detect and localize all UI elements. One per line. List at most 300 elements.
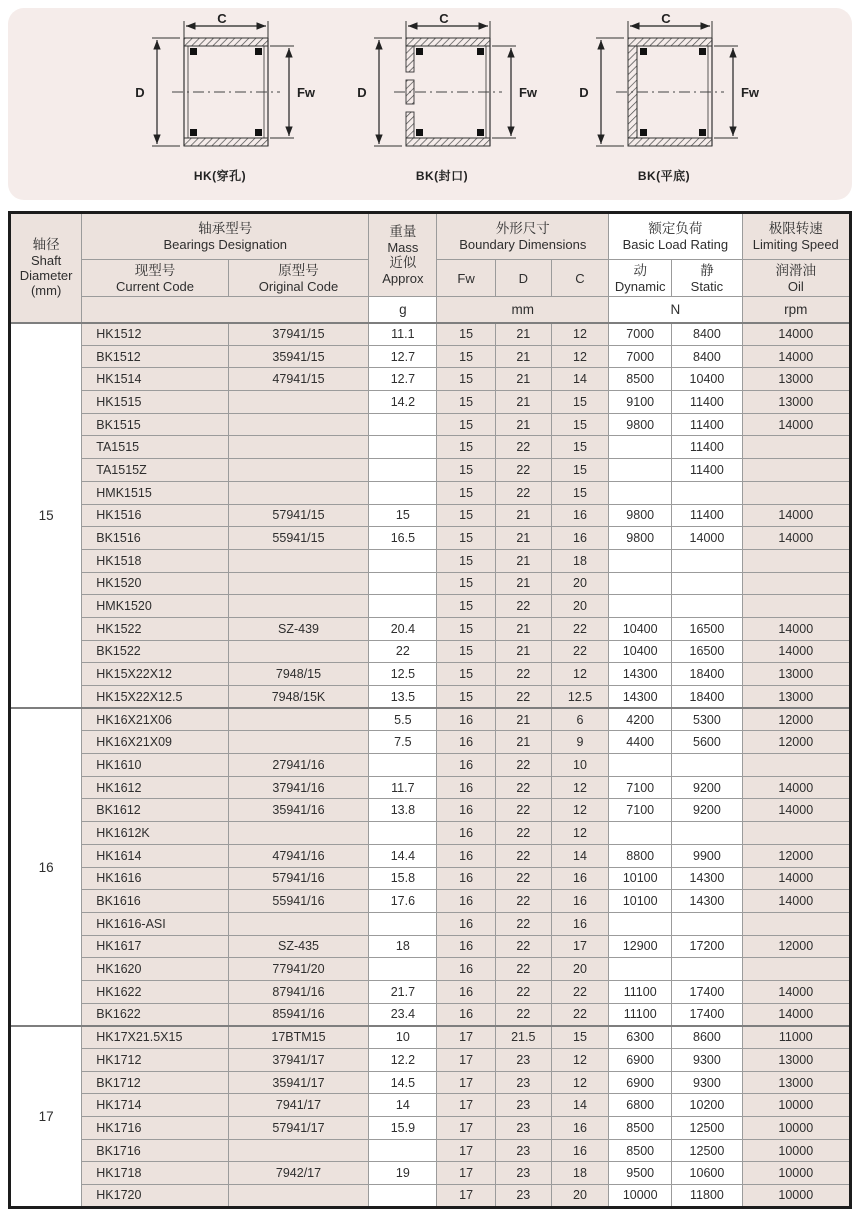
cell-mass: 14.4 bbox=[369, 844, 437, 867]
cell-static-load bbox=[672, 822, 742, 845]
cell-oil-speed: 14000 bbox=[742, 980, 850, 1003]
cell-oil-speed bbox=[742, 958, 850, 981]
cell-dynamic-load bbox=[609, 595, 672, 618]
cell-fw: 17 bbox=[437, 1117, 495, 1140]
cell-oil-speed bbox=[742, 822, 850, 845]
table-row bbox=[10, 345, 851, 368]
cell-fw: 15 bbox=[437, 617, 495, 640]
dim-label-fw: Fw bbox=[740, 85, 760, 100]
cell-original-code bbox=[228, 572, 369, 595]
cell-mass: 22 bbox=[369, 640, 437, 663]
cell-original-code bbox=[228, 912, 369, 935]
cell-current-code: HK1614 bbox=[82, 844, 229, 867]
cell-c: 22 bbox=[551, 617, 608, 640]
cell-original-code bbox=[228, 549, 369, 572]
diagram-label-bk-flat: BK(平底) bbox=[637, 169, 691, 183]
cell-d: 21 bbox=[495, 504, 551, 527]
cell-c: 15 bbox=[551, 436, 608, 459]
cell-fw: 16 bbox=[437, 708, 495, 731]
cell-original-code: 77941/20 bbox=[228, 958, 369, 981]
cell-static-load: 10400 bbox=[672, 368, 742, 391]
cell-fw: 16 bbox=[437, 912, 495, 935]
cell-d: 22 bbox=[495, 459, 551, 482]
cell-d: 21 bbox=[495, 572, 551, 595]
cell-fw: 15 bbox=[437, 391, 495, 414]
dim-label-fw: Fw bbox=[518, 85, 538, 100]
cell-d: 23 bbox=[495, 1139, 551, 1162]
cell-c: 12 bbox=[551, 1071, 608, 1094]
cell-oil-speed bbox=[742, 459, 850, 482]
cell-d: 22 bbox=[495, 436, 551, 459]
cell-current-code: BK1515 bbox=[82, 413, 229, 436]
cell-c: 9 bbox=[551, 731, 608, 754]
cell-current-code: HK1514 bbox=[82, 368, 229, 391]
cell-mass bbox=[369, 912, 437, 935]
cell-oil-speed: 14000 bbox=[742, 617, 850, 640]
cell-d: 21 bbox=[495, 345, 551, 368]
cell-original-code: 57941/15 bbox=[228, 504, 369, 527]
cell-d: 22 bbox=[495, 822, 551, 845]
cell-d: 22 bbox=[495, 754, 551, 777]
cell-dynamic-load bbox=[609, 822, 672, 845]
table-row bbox=[10, 572, 851, 595]
table-row bbox=[10, 549, 851, 572]
cell-dynamic-load: 10400 bbox=[609, 640, 672, 663]
cell-fw: 15 bbox=[437, 323, 495, 346]
cell-d: 23 bbox=[495, 1162, 551, 1185]
cell-c: 16 bbox=[551, 504, 608, 527]
cell-current-code: HK1616-ASI bbox=[82, 912, 229, 935]
cell-fw: 16 bbox=[437, 1003, 495, 1026]
cell-fw: 17 bbox=[437, 1185, 495, 1208]
cell-c: 14 bbox=[551, 368, 608, 391]
table-body bbox=[10, 323, 851, 1208]
cell-original-code: 55941/16 bbox=[228, 890, 369, 913]
cell-mass: 12.2 bbox=[369, 1049, 437, 1072]
cell-static-load: 16500 bbox=[672, 617, 742, 640]
cell-fw: 15 bbox=[437, 595, 495, 618]
cell-current-code: HK1620 bbox=[82, 958, 229, 981]
cell-fw: 16 bbox=[437, 731, 495, 754]
cell-mass: 14 bbox=[369, 1094, 437, 1117]
cell-original-code: 7948/15 bbox=[228, 663, 369, 686]
cell-current-code: HK1714 bbox=[82, 1094, 229, 1117]
header-shaft-diameter: 轴径 Shaft Diameter (mm) bbox=[10, 213, 82, 323]
cell-static-load: 9300 bbox=[672, 1049, 742, 1072]
cell-dynamic-load bbox=[609, 912, 672, 935]
cell-current-code: HK1716 bbox=[82, 1117, 229, 1140]
cell-c: 16 bbox=[551, 1117, 608, 1140]
cell-c: 12 bbox=[551, 1049, 608, 1072]
cell-oil-speed: 13000 bbox=[742, 391, 850, 414]
table-row bbox=[10, 640, 851, 663]
dim-label-d: D bbox=[579, 85, 589, 100]
cell-static-load: 9200 bbox=[672, 776, 742, 799]
cell-mass bbox=[369, 754, 437, 777]
cell-c: 22 bbox=[551, 640, 608, 663]
cell-dynamic-load bbox=[609, 481, 672, 504]
cell-mass: 12.5 bbox=[369, 663, 437, 686]
table-row bbox=[10, 1139, 851, 1162]
cell-mass: 11.1 bbox=[369, 323, 437, 346]
cell-dynamic-load: 9100 bbox=[609, 391, 672, 414]
cell-dynamic-load bbox=[609, 754, 672, 777]
bearing-cross-section-hk-drawing bbox=[124, 14, 316, 166]
cell-fw: 15 bbox=[437, 527, 495, 550]
table-row bbox=[10, 1049, 851, 1072]
cell-c: 15 bbox=[551, 413, 608, 436]
cell-c: 12.5 bbox=[551, 686, 608, 709]
cell-original-code bbox=[228, 1139, 369, 1162]
cell-current-code: BK1522 bbox=[82, 640, 229, 663]
cell-oil-speed: 11000 bbox=[742, 1026, 850, 1049]
cell-mass: 20.4 bbox=[369, 617, 437, 640]
cell-mass: 14.2 bbox=[369, 391, 437, 414]
cell-static-load: 14300 bbox=[672, 867, 742, 890]
cell-current-code: HK15X22X12.5 bbox=[82, 686, 229, 709]
cell-original-code: 17BTM15 bbox=[228, 1026, 369, 1049]
table-row bbox=[10, 459, 851, 482]
cell-dynamic-load: 10100 bbox=[609, 867, 672, 890]
cell-static-load bbox=[672, 549, 742, 572]
cell-mass: 13.8 bbox=[369, 799, 437, 822]
cell-c: 22 bbox=[551, 1003, 608, 1026]
cell-static-load: 17400 bbox=[672, 980, 742, 1003]
table-row bbox=[10, 1185, 851, 1208]
cell-mass: 16.5 bbox=[369, 527, 437, 550]
cell-c: 22 bbox=[551, 980, 608, 1003]
cell-d: 23 bbox=[495, 1049, 551, 1072]
cell-mass: 15.9 bbox=[369, 1117, 437, 1140]
cell-dynamic-load: 9800 bbox=[609, 504, 672, 527]
table-row bbox=[10, 1026, 851, 1049]
cell-c: 20 bbox=[551, 572, 608, 595]
cell-oil-speed bbox=[742, 912, 850, 935]
cell-static-load: 8400 bbox=[672, 323, 742, 346]
table-row bbox=[10, 527, 851, 550]
cell-current-code: HMK1520 bbox=[82, 595, 229, 618]
cell-dynamic-load: 8800 bbox=[609, 844, 672, 867]
cell-mass: 5.5 bbox=[369, 708, 437, 731]
cell-fw: 15 bbox=[437, 436, 495, 459]
header-limiting-speed: 极限转速 Limiting Speed bbox=[742, 213, 850, 260]
dim-label-c: C bbox=[439, 14, 449, 26]
cell-c: 12 bbox=[551, 822, 608, 845]
table-row bbox=[10, 776, 851, 799]
cell-static-load: 14000 bbox=[672, 527, 742, 550]
header-static: 静 Static bbox=[672, 260, 742, 297]
table-row bbox=[10, 391, 851, 414]
table-row bbox=[10, 323, 851, 346]
cell-d: 23 bbox=[495, 1185, 551, 1208]
cell-oil-speed: 14000 bbox=[742, 413, 850, 436]
cell-original-code bbox=[228, 731, 369, 754]
cell-c: 14 bbox=[551, 1094, 608, 1117]
cell-d: 22 bbox=[495, 890, 551, 913]
cell-c: 14 bbox=[551, 844, 608, 867]
cell-c: 15 bbox=[551, 1026, 608, 1049]
table-row bbox=[10, 867, 851, 890]
cell-dynamic-load: 6800 bbox=[609, 1094, 672, 1117]
cell-d: 21 bbox=[495, 413, 551, 436]
cell-fw: 15 bbox=[437, 572, 495, 595]
cell-oil-speed: 10000 bbox=[742, 1185, 850, 1208]
cell-current-code: HK1720 bbox=[82, 1185, 229, 1208]
cell-c: 15 bbox=[551, 391, 608, 414]
cell-oil-speed: 14000 bbox=[742, 504, 850, 527]
cell-mass bbox=[369, 822, 437, 845]
cell-oil-speed: 14000 bbox=[742, 890, 850, 913]
cell-c: 12 bbox=[551, 799, 608, 822]
cell-d: 21 bbox=[495, 527, 551, 550]
cell-static-load: 11400 bbox=[672, 504, 742, 527]
cell-original-code bbox=[228, 595, 369, 618]
cell-static-load: 11400 bbox=[672, 436, 742, 459]
cell-current-code: HK1518 bbox=[82, 549, 229, 572]
cell-d: 22 bbox=[495, 958, 551, 981]
cell-oil-speed: 14000 bbox=[742, 867, 850, 890]
cell-static-load bbox=[672, 572, 742, 595]
cell-current-code: HK16X21X06 bbox=[82, 708, 229, 731]
cell-mass: 19 bbox=[369, 1162, 437, 1185]
cell-oil-speed bbox=[742, 549, 850, 572]
cell-oil-speed: 14000 bbox=[742, 640, 850, 663]
cell-original-code: 37941/17 bbox=[228, 1049, 369, 1072]
cell-c: 16 bbox=[551, 912, 608, 935]
cell-oil-speed bbox=[742, 572, 850, 595]
dim-label-d: D bbox=[357, 85, 367, 100]
cell-static-load: 12500 bbox=[672, 1117, 742, 1140]
cell-fw: 15 bbox=[437, 345, 495, 368]
cell-oil-speed: 13000 bbox=[742, 1071, 850, 1094]
cell-mass bbox=[369, 481, 437, 504]
cell-dynamic-load bbox=[609, 958, 672, 981]
table-row bbox=[10, 822, 851, 845]
cell-d: 21 bbox=[495, 708, 551, 731]
cell-oil-speed: 14000 bbox=[742, 323, 850, 346]
cell-original-code: 35941/15 bbox=[228, 345, 369, 368]
cell-dynamic-load: 14300 bbox=[609, 663, 672, 686]
cell-dynamic-load bbox=[609, 549, 672, 572]
cell-c: 16 bbox=[551, 867, 608, 890]
cell-original-code: 7948/15K bbox=[228, 686, 369, 709]
cell-dynamic-load: 8500 bbox=[609, 1139, 672, 1162]
cell-fw: 16 bbox=[437, 776, 495, 799]
cell-current-code: HK1610 bbox=[82, 754, 229, 777]
cell-d: 22 bbox=[495, 799, 551, 822]
table-row bbox=[10, 617, 851, 640]
cell-c: 17 bbox=[551, 935, 608, 958]
cell-fw: 15 bbox=[437, 413, 495, 436]
cell-static-load: 10600 bbox=[672, 1162, 742, 1185]
cell-original-code: 87941/16 bbox=[228, 980, 369, 1003]
cell-mass: 7.5 bbox=[369, 731, 437, 754]
cell-d: 22 bbox=[495, 595, 551, 618]
cell-fw: 17 bbox=[437, 1026, 495, 1049]
bearing-spec-table bbox=[8, 211, 852, 1209]
cell-current-code: HK1616 bbox=[82, 867, 229, 890]
cell-d: 21 bbox=[495, 731, 551, 754]
cell-static-load bbox=[672, 595, 742, 618]
cell-oil-speed bbox=[742, 754, 850, 777]
cell-oil-speed: 14000 bbox=[742, 527, 850, 550]
cell-fw: 16 bbox=[437, 935, 495, 958]
cell-original-code: 7941/17 bbox=[228, 1094, 369, 1117]
cell-current-code: BK1712 bbox=[82, 1071, 229, 1094]
cell-mass bbox=[369, 1185, 437, 1208]
table-row bbox=[10, 1071, 851, 1094]
cell-fw: 15 bbox=[437, 504, 495, 527]
cell-d: 22 bbox=[495, 1003, 551, 1026]
cell-current-code: TA1515Z bbox=[82, 459, 229, 482]
cell-static-load: 16500 bbox=[672, 640, 742, 663]
cell-current-code: HK1520 bbox=[82, 572, 229, 595]
cell-d: 21.5 bbox=[495, 1026, 551, 1049]
cell-current-code: BK1516 bbox=[82, 527, 229, 550]
diagram-label-hk: HK(穿孔) bbox=[193, 169, 247, 183]
cell-d: 22 bbox=[495, 776, 551, 799]
cell-original-code bbox=[228, 413, 369, 436]
cell-static-load: 10200 bbox=[672, 1094, 742, 1117]
cell-static-load bbox=[672, 912, 742, 935]
cell-d: 22 bbox=[495, 686, 551, 709]
cell-original-code: 47941/16 bbox=[228, 844, 369, 867]
cell-oil-speed: 13000 bbox=[742, 663, 850, 686]
cell-static-load: 12500 bbox=[672, 1139, 742, 1162]
cell-current-code: HK15X22X12 bbox=[82, 663, 229, 686]
cell-c: 20 bbox=[551, 595, 608, 618]
table-row bbox=[10, 980, 851, 1003]
header-mass-approx: 重量 Mass 近似 Approx bbox=[369, 213, 437, 297]
cell-d: 21 bbox=[495, 549, 551, 572]
bearing-cross-section-bk-flat-drawing bbox=[568, 14, 760, 166]
cell-original-code: 37941/15 bbox=[228, 323, 369, 346]
cell-current-code: HK1516 bbox=[82, 504, 229, 527]
cell-oil-speed: 12000 bbox=[742, 731, 850, 754]
cell-fw: 17 bbox=[437, 1049, 495, 1072]
cell-dynamic-load: 9800 bbox=[609, 413, 672, 436]
cell-static-load: 11400 bbox=[672, 391, 742, 414]
cell-oil-speed: 12000 bbox=[742, 935, 850, 958]
diagram-label-bk-sealed: BK(封口) bbox=[415, 169, 469, 183]
cell-static-load: 8400 bbox=[672, 345, 742, 368]
cell-d: 21 bbox=[495, 323, 551, 346]
header-current-code: 现型号 Current Code bbox=[82, 260, 229, 297]
cell-fw: 15 bbox=[437, 368, 495, 391]
cell-c: 16 bbox=[551, 1139, 608, 1162]
cell-dynamic-load: 8500 bbox=[609, 368, 672, 391]
cell-mass bbox=[369, 459, 437, 482]
cell-fw: 15 bbox=[437, 686, 495, 709]
cell-static-load: 17200 bbox=[672, 935, 742, 958]
table-row bbox=[10, 1117, 851, 1140]
cell-c: 6 bbox=[551, 708, 608, 731]
cell-current-code: HK1612 bbox=[82, 776, 229, 799]
cell-c: 12 bbox=[551, 663, 608, 686]
cell-oil-speed: 10000 bbox=[742, 1139, 850, 1162]
cell-dynamic-load: 9500 bbox=[609, 1162, 672, 1185]
cell-shaft-diameter: 17 bbox=[10, 1026, 82, 1208]
cell-c: 20 bbox=[551, 958, 608, 981]
cell-c: 10 bbox=[551, 754, 608, 777]
cell-mass bbox=[369, 1139, 437, 1162]
cell-c: 18 bbox=[551, 549, 608, 572]
cell-oil-speed bbox=[742, 481, 850, 504]
cell-mass bbox=[369, 436, 437, 459]
cell-fw: 16 bbox=[437, 867, 495, 890]
cell-current-code: HK1522 bbox=[82, 617, 229, 640]
cell-original-code: 27941/16 bbox=[228, 754, 369, 777]
cell-oil-speed bbox=[742, 595, 850, 618]
table-row bbox=[10, 958, 851, 981]
cell-fw: 15 bbox=[437, 640, 495, 663]
cell-oil-speed: 12000 bbox=[742, 844, 850, 867]
cell-original-code: 37941/16 bbox=[228, 776, 369, 799]
cell-mass bbox=[369, 595, 437, 618]
bearing-diagram-hk bbox=[124, 14, 316, 200]
cell-current-code: HK17X21.5X15 bbox=[82, 1026, 229, 1049]
cell-static-load bbox=[672, 958, 742, 981]
cell-dynamic-load: 6300 bbox=[609, 1026, 672, 1049]
cell-d: 22 bbox=[495, 663, 551, 686]
cell-current-code: HK1515 bbox=[82, 391, 229, 414]
cell-fw: 16 bbox=[437, 980, 495, 1003]
cell-current-code: HK1612K bbox=[82, 822, 229, 845]
cell-oil-speed: 10000 bbox=[742, 1117, 850, 1140]
cell-current-code: HK16X21X09 bbox=[82, 731, 229, 754]
cell-fw: 16 bbox=[437, 844, 495, 867]
cell-fw: 15 bbox=[437, 481, 495, 504]
cell-current-code: HK1622 bbox=[82, 980, 229, 1003]
cell-original-code bbox=[228, 436, 369, 459]
table-row bbox=[10, 504, 851, 527]
cell-c: 16 bbox=[551, 527, 608, 550]
header-oil: 润滑油 Oil bbox=[742, 260, 850, 297]
dim-label-c: C bbox=[217, 14, 227, 26]
cell-dynamic-load: 7000 bbox=[609, 323, 672, 346]
cell-c: 12 bbox=[551, 323, 608, 346]
header-unit-g: g bbox=[369, 297, 437, 323]
cell-d: 22 bbox=[495, 980, 551, 1003]
table-row bbox=[10, 799, 851, 822]
cell-dynamic-load: 7000 bbox=[609, 345, 672, 368]
table-row bbox=[10, 686, 851, 709]
cell-mass: 15 bbox=[369, 504, 437, 527]
cell-dynamic-load: 14300 bbox=[609, 686, 672, 709]
cell-dynamic-load: 6900 bbox=[609, 1049, 672, 1072]
cell-d: 21 bbox=[495, 617, 551, 640]
cell-original-code: 85941/16 bbox=[228, 1003, 369, 1026]
cell-mass: 13.5 bbox=[369, 686, 437, 709]
cell-original-code: 7942/17 bbox=[228, 1162, 369, 1185]
bearing-diagram-bk-flat bbox=[568, 14, 760, 200]
cell-fw: 16 bbox=[437, 822, 495, 845]
cell-d: 22 bbox=[495, 844, 551, 867]
cell-static-load: 11400 bbox=[672, 459, 742, 482]
cell-current-code: TA1515 bbox=[82, 436, 229, 459]
cell-oil-speed: 13000 bbox=[742, 1049, 850, 1072]
table-row bbox=[10, 1162, 851, 1185]
bearing-diagram-bk-sealed bbox=[346, 14, 538, 200]
cell-oil-speed: 14000 bbox=[742, 345, 850, 368]
cell-fw: 17 bbox=[437, 1094, 495, 1117]
cell-oil-speed bbox=[742, 436, 850, 459]
cell-d: 23 bbox=[495, 1094, 551, 1117]
header-dynamic: 动 Dynamic bbox=[609, 260, 672, 297]
cell-static-load: 9200 bbox=[672, 799, 742, 822]
cell-static-load: 5600 bbox=[672, 731, 742, 754]
table-header bbox=[10, 213, 851, 323]
